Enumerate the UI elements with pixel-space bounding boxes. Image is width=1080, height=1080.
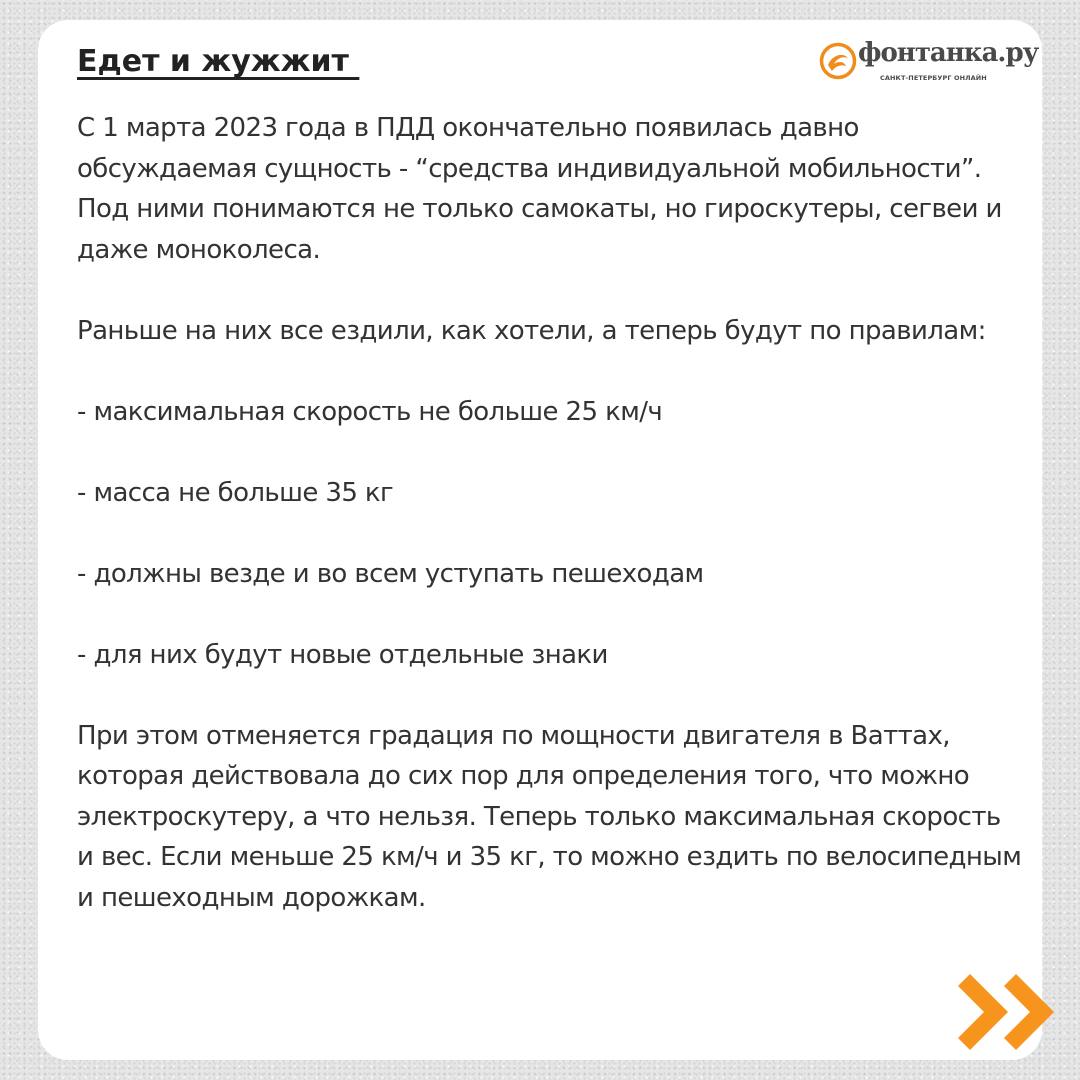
outro-paragraph: При этом отменяется градация по мощности двигателя в Ваттах, которая действовала до сих пор для определения того, что можно электроскутеру, а что нельзя. Теперь только максимальная скорость и вес. Если меньше 25 км/ч и 35 кг, то можно ездить по велосипедным и пешеходным дорожкам. <box>77 720 1022 913</box>
rule-item: - максимальная скорость не больше 25 км/ч <box>77 396 663 427</box>
rules-intro-paragraph: Раньше на них все ездили, как хотели, а теперь будут по правилам: <box>77 315 986 346</box>
logo-subtitle: САНКТ-ПЕТЕРБУРГ ОНЛАЙН <box>880 74 987 82</box>
article-body <box>77 108 1022 918</box>
page-title: Едет и жужжит <box>77 44 360 79</box>
logo-name: фонтанка.ру <box>858 38 1039 68</box>
double-chevron-right-icon[interactable] <box>952 970 1064 1054</box>
rule-item: - для них будут новые отдельные знаки <box>77 639 608 670</box>
logo-mark-icon <box>818 41 858 81</box>
rule-item: - масса не больше 35 кг <box>77 477 394 508</box>
rule-item: - должны везде и во всем уступать пешеходам <box>77 558 704 589</box>
fontanka-logo <box>818 38 1039 88</box>
intro-paragraph: С 1 марта 2023 года в ПДД окончательно появилась давно обсуждаемая сущность - “средства индивидуальной мобильности”. Под ними понимаются не только самокаты, но гироскутеры, сегвеи и даже моноколеса. <box>77 113 1002 265</box>
